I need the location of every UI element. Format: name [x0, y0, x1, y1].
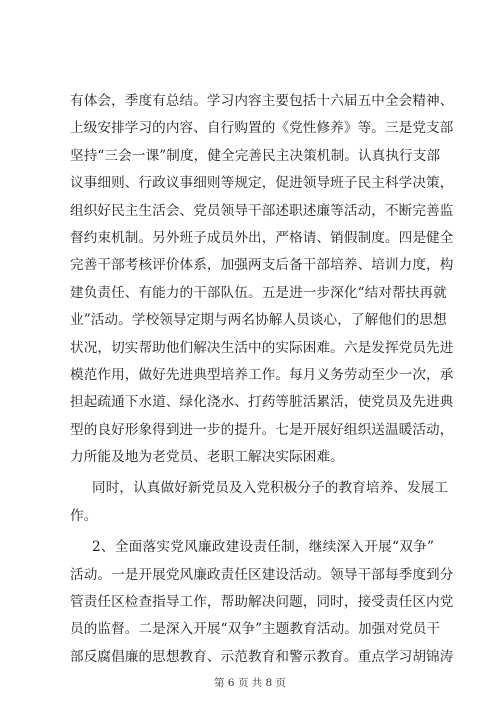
text-line: 员的监督。二是深入开展“双争”主题教育活动。加强对党员干 [70, 621, 441, 638]
text-line: 建负责任、有能力的干部队伍。五是进一步深化“结对帮扶再就 [70, 284, 447, 301]
paragraph-new-members [70, 475, 449, 530]
text-line: 状况，切实帮助他们解决生活中的实际困难。六是发挥党员先进 [70, 339, 454, 356]
text-line: 上级安排学习的内容、自行购置的《党性修养》等。三是党支部 [70, 120, 454, 137]
text-line: 作。 [70, 507, 98, 524]
paragraph-party-branch-work [70, 88, 454, 471]
text-line: 担起疏通下水道、绿化浇水、打药等脏活累活，使党员及先进典 [70, 394, 454, 411]
text-line: 组织好民主生活会、党员领导干部述职述廉等活动，不断完善监 [70, 202, 454, 219]
text-line: 议事细则、行政议事细则等规定，促进领导班子民主科学决策， [70, 175, 454, 192]
text-line: 完善干部考核评价体系，加强两支后备干部培养、培训力度，构 [70, 257, 454, 274]
text-line: 2、全面落实党风廉政建设责任制，继续深入开展“双争” [92, 539, 434, 556]
page-number-label: 第 6 页 共 8 页 [213, 677, 287, 689]
page-footer [0, 675, 500, 690]
text-line: 力所能及地为老党员、老职工解决实际困难。 [70, 449, 344, 466]
text-line: 型的良好形象得到进一步的提升。七是开展好组织送温暖活动， [70, 421, 454, 438]
text-line: 有体会，季度有总结。学习内容主要包括十六届五中全会精神、 [70, 93, 454, 109]
text-line: 业”活动。学校领导定期与两名协解人员谈心，了解他们的思想 [70, 312, 447, 329]
text-line: 模范作用，做好先进典型培养工作。每月义务劳动至少一次，承 [70, 366, 454, 383]
text-line: 坚持“三会一课”制度，健全完善民主决策机制。认真执行支部 [70, 147, 441, 164]
text-line: 督约束机制。另外班子成员外出，严格请、销假制度。四是健全 [70, 229, 454, 246]
text-line: 同时，认真做好新党员及入党积极分子的教育培养、发展工 [92, 480, 449, 497]
document-body [70, 88, 454, 671]
text-line: 部反腐倡廉的思想教育、示范教育和警示教育。重点学习胡锦涛 [70, 648, 454, 665]
paragraph-anti-corruption [70, 534, 454, 671]
text-line: 管责任区检查指导工作，帮助解决问题，同时，接受责任区内党 [70, 594, 454, 611]
text-line: 活动。一是开展党风廉政责任区建设活动。领导干部每季度到分 [70, 566, 454, 583]
